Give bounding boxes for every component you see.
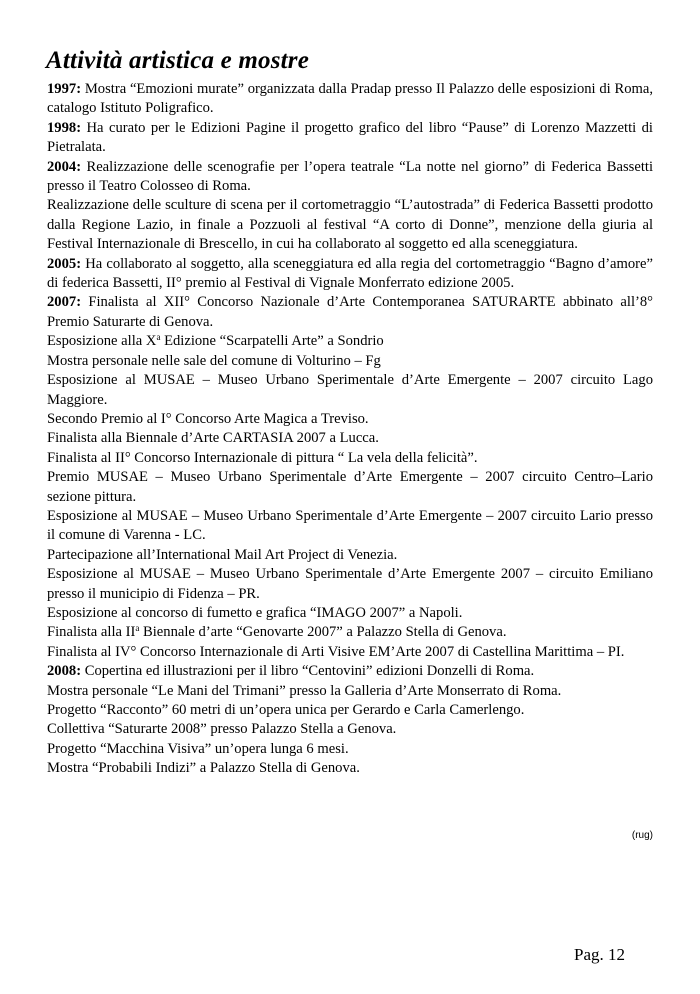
entry-volturino — [47, 352, 653, 371]
entry-superscript: a — [135, 623, 140, 634]
entry-year: 2007: — [47, 294, 82, 311]
entry-trimani — [47, 682, 653, 701]
entry-year: 1997: — [47, 81, 82, 97]
entry-superscript: a — [156, 332, 161, 343]
entry-year: 2008: — [47, 663, 82, 680]
entry-arte-magica — [47, 410, 653, 429]
entry-imago — [47, 604, 653, 623]
entry-1998 — [47, 119, 653, 158]
entry-text-continued: Edizione “Scarpatelli Arte” a Sondrio — [160, 333, 384, 350]
entry-text: Secondo Premio al I° Concorso Arte Magica a Treviso. — [47, 410, 369, 427]
entry-musae-lago-maggiore — [47, 371, 653, 410]
entry-text: Ha curato per le Edizioni Pagine il progetto grafico del libro “Pause” di Lorenzo Mazzetti di Pietralata. — [47, 119, 653, 156]
entry-text: Esposizione al MUSAE – Museo Urbano Sperimentale d’Arte Emergente 2007 – circuito Emiliano presso il municipio di Fidenza – PR. — [47, 566, 653, 602]
entries-list — [47, 80, 653, 779]
entry-text: Realizzazione delle scenografie per l’opera teatrale “La notte nel giorno” di Federica Bassetti presso il Teatro Colosseo di Roma. — [47, 158, 653, 195]
entry-year: 2005: — [47, 255, 82, 272]
entry-text: Partecipazione all’International Mail Art Project di Venezia. — [47, 546, 398, 563]
entry-autostrada — [47, 196, 653, 254]
entry-text: Copertina ed illustrazioni per il libro “Centovini” edizioni Donzelli di Roma. — [81, 663, 535, 680]
entry-premio-musae — [47, 468, 653, 507]
entry-emarte — [47, 643, 653, 662]
entry-2004 — [47, 158, 653, 197]
entry-musae-lario — [47, 507, 653, 546]
entry-mail-art — [47, 546, 653, 565]
entry-text-continued: Biennale d’arte “Genovarte 2007” a Palazzo Stella di Genova. — [139, 624, 507, 641]
entry-text: Finalista al II° Concorso Internazionale di pittura “ La vela della felicità”. — [47, 449, 478, 466]
entry-text: Mostra “Probabili Indizi” a Palazzo Stella di Genova. — [47, 760, 360, 777]
entry-text: Esposizione al MUSAE – Museo Urbano Sperimentale d’Arte Emergente – 2007 circuito Lago Maggiore. — [47, 372, 653, 408]
page-title: Attività artistica e mostre — [46, 47, 310, 74]
entry-2005 — [47, 255, 653, 294]
entry-musae-emiliano — [47, 565, 653, 604]
entry-text: Progetto “Macchina Visiva” un’opera lunga 6 mesi. — [47, 740, 349, 757]
entry-1997 — [47, 80, 653, 119]
entry-year: 2004: — [47, 158, 82, 175]
entry-vela-felicita — [47, 449, 653, 468]
entry-text: Finalista al IV° Concorso Internazionale di Arti Visive EM’Arte 2007 di Castellina Marittima – PI. — [47, 643, 625, 660]
author-signature: (rug) — [631, 830, 653, 841]
page-number: Pag. 12 — [574, 945, 625, 964]
entry-text: Finalista alla II — [47, 624, 136, 641]
entry-genovarte — [47, 623, 653, 642]
entry-macchina-visiva — [47, 740, 653, 759]
entry-2008 — [47, 662, 653, 681]
entry-text: Premio MUSAE – Museo Urbano Sperimentale d’Arte Emergente – 2007 circuito Centro–Lario sezione pittura. — [47, 469, 653, 505]
entry-text: Collettiva “Saturarte 2008” presso Palazzo Stella a Genova. — [47, 721, 397, 738]
entry-text: Finalista al XII° Concorso Nazionale d’Arte Contemporanea SATURARTE abbinato all’8° Premio Saturarte di Genova. — [47, 294, 653, 330]
entry-probabili-indizi — [47, 759, 653, 778]
entry-saturarte-2008 — [47, 720, 653, 739]
entry-text: Realizzazione delle sculture di scena per il cortometraggio “L’autostrada” di Federica Bassetti prodotto dalla Regione Lazio, in finale a Pozzuoli al festival “A corto di Donne”, menzione della giuria al Festival Internazionale di Brescello, in cui ha collaborato al soggetto ed alla sceneggiatura. — [47, 197, 653, 253]
entry-text: Esposizione al concorso di fumetto e grafica “IMAGO 2007” a Napoli. — [47, 604, 463, 621]
entry-text: Finalista alla Biennale d’Arte CARTASIA 2007 a Lucca. — [47, 430, 379, 447]
entry-text: Progetto “Racconto” 60 metri di un’opera unica per Gerardo e Carla Camerlengo. — [47, 702, 525, 718]
entry-scarpatelli — [47, 332, 653, 351]
entry-text: Mostra personale nelle sale del comune di Volturino – Fg — [47, 352, 381, 369]
entry-2007 — [47, 293, 653, 332]
entry-text: Mostra personale “Le Mani del Trimani” presso la Galleria d’Arte Monserrato di Roma. — [47, 682, 562, 699]
entry-text: Esposizione alla X — [47, 333, 157, 350]
entry-year: 1998: — [47, 119, 82, 136]
entry-cartasia — [47, 429, 653, 448]
entry-text: Esposizione al MUSAE – Museo Urbano Sperimentale d’Arte Emergente – 2007 circuito Lario presso il comune di Varenna - LC. — [47, 507, 653, 544]
entry-text: Mostra “Emozioni murate” organizzata dalla Pradap presso Il Palazzo delle esposizioni di Roma, catalogo Istituto Poligrafico. — [47, 81, 653, 117]
entry-racconto — [47, 701, 653, 720]
entry-text: Ha collaborato al soggetto, alla sceneggiatura ed alla regia del cortometraggio “Bagno d’amore” di federica Bassetti, II° premio al Festival di Vignale Monferrato edizione 2005. — [47, 255, 653, 292]
